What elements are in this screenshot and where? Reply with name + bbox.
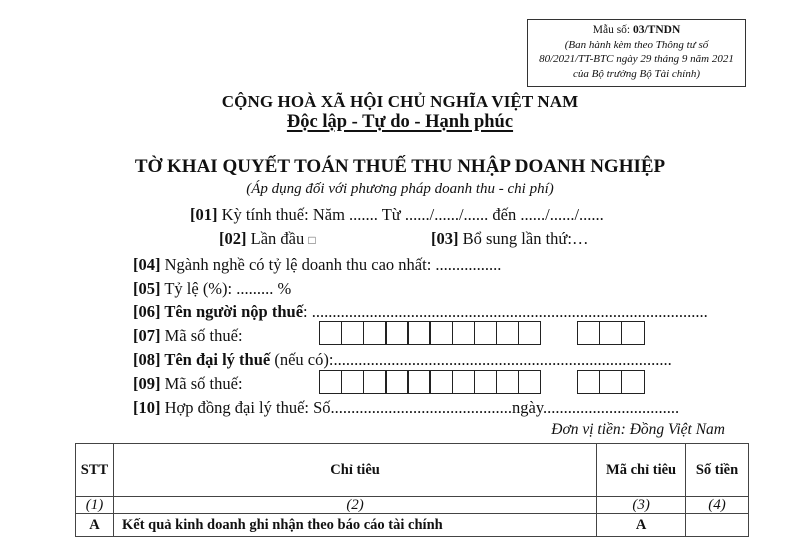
- currency-unit-note: Đơn vị tiền: Đồng Việt Nam: [551, 421, 725, 438]
- digit-box[interactable]: [429, 370, 452, 394]
- form-title: TỜ KHAI QUYẾT TOÁN THUẾ THU NHẬP DOANH NGHIỆP: [134, 156, 666, 177]
- tax-code-boxes-branch[interactable]: [577, 321, 645, 345]
- digit-box[interactable]: [518, 321, 541, 345]
- row-amount[interactable]: [686, 514, 749, 537]
- digit-box[interactable]: [496, 321, 519, 345]
- col-number-1: (1): [76, 497, 114, 514]
- agent-tax-code-boxes-main[interactable]: [319, 370, 541, 394]
- digit-box[interactable]: [621, 321, 644, 345]
- header-amount: Số tiền: [686, 444, 749, 497]
- field-label: Tên đại lý thuế: [160, 350, 271, 369]
- field-code: [08]: [133, 350, 161, 369]
- col-number-2: (2): [113, 497, 596, 514]
- checkbox-icon[interactable]: □: [308, 233, 316, 247]
- field-code: [05]: [133, 279, 161, 298]
- motto-text: Độc lập - Tự do - Hạnh phúc: [286, 112, 514, 132]
- header-stt: STT: [76, 444, 114, 497]
- field-text: Mã số thuế:: [160, 326, 243, 345]
- digit-box[interactable]: [363, 370, 386, 394]
- field-text: Ngành nghề có tỷ lệ doanh thu cao nhất: ................: [160, 255, 502, 274]
- declaration-table: [75, 443, 749, 537]
- field-code: [10]: [133, 398, 161, 417]
- field-09-agent-tax-code-label: [133, 374, 243, 394]
- field-text: Lần đầu: [246, 229, 309, 248]
- field-05-ratio[interactable]: [133, 279, 291, 299]
- field-code: [06]: [133, 302, 161, 321]
- field-text: (nếu có):..................................................................................: [270, 350, 672, 369]
- field-text: Kỳ tính thuế: Năm ....... Từ ....../....../...... đến ....../....../......: [217, 205, 604, 224]
- field-text: : ................................................................................................: [303, 302, 708, 321]
- row-label: Kết quả kinh doanh ghi nhận theo báo cáo tài chính: [113, 514, 596, 537]
- form-subtitle: (Áp dụng đối với phương pháp doanh thu - chi phí): [246, 181, 554, 197]
- table-header-row: [76, 444, 749, 497]
- digit-box[interactable]: [407, 321, 430, 345]
- field-03-supplement[interactable]: [431, 229, 588, 249]
- digit-box[interactable]: [474, 321, 497, 345]
- digit-box[interactable]: [319, 321, 342, 345]
- field-code: [09]: [133, 374, 161, 393]
- digit-box[interactable]: [577, 370, 600, 394]
- col-number-3: (3): [597, 497, 686, 514]
- field-text: Hợp đồng đại lý thuế: Số............................................ngày.................................: [160, 398, 680, 417]
- digit-box[interactable]: [621, 370, 644, 394]
- field-text: Tỷ lệ (%): ......... %: [160, 279, 292, 298]
- digit-box[interactable]: [385, 321, 408, 345]
- table-row: [76, 514, 749, 537]
- field-08-tax-agent-name[interactable]: [133, 350, 672, 370]
- field-text: Mã số thuế:: [160, 374, 243, 393]
- table-numbering-row: [76, 497, 749, 514]
- issued-line-3: của Bộ trưởng Bộ Tài chính): [572, 67, 701, 80]
- field-code: [07]: [133, 326, 161, 345]
- field-code: [01]: [190, 205, 218, 224]
- digit-box[interactable]: [341, 321, 364, 345]
- agent-tax-code-boxes-branch[interactable]: [577, 370, 645, 394]
- motto-heading: [0, 112, 800, 133]
- digit-box[interactable]: [385, 370, 408, 394]
- digit-box[interactable]: [407, 370, 430, 394]
- issued-line-2: 80/2021/TT-BTC ngày 29 tháng 9 năm 2021: [539, 53, 734, 65]
- digit-box[interactable]: [577, 321, 600, 345]
- field-code: [02]: [219, 229, 247, 248]
- digit-box[interactable]: [429, 321, 452, 345]
- digit-box[interactable]: [452, 321, 475, 345]
- field-code: [04]: [133, 255, 161, 274]
- row-code: A: [597, 514, 686, 537]
- field-label: Tên người nộp thuế: [160, 302, 304, 321]
- field-06-taxpayer-name[interactable]: [133, 302, 708, 322]
- digit-box[interactable]: [341, 370, 364, 394]
- digit-box[interactable]: [518, 370, 541, 394]
- field-10-agent-contract[interactable]: [133, 398, 679, 418]
- field-text: Bổ sung lần thứ:…: [458, 229, 589, 248]
- digit-box[interactable]: [319, 370, 342, 394]
- digit-box[interactable]: [599, 321, 622, 345]
- field-07-tax-code-label: [133, 326, 243, 346]
- field-code: [03]: [431, 229, 459, 248]
- header-indicator: Chỉ tiêu: [113, 444, 596, 497]
- field-04-industry[interactable]: [133, 255, 501, 275]
- digit-box[interactable]: [363, 321, 386, 345]
- field-01-tax-period[interactable]: [190, 205, 604, 225]
- digit-box[interactable]: [452, 370, 475, 394]
- digit-box[interactable]: [474, 370, 497, 394]
- col-number-4: (4): [686, 497, 749, 514]
- form-number-stamp: [527, 19, 746, 87]
- issued-line-1: (Ban hành kèm theo Thông tư số: [564, 38, 709, 51]
- form-label: Mẫu số:: [592, 24, 633, 36]
- row-stt: A: [76, 514, 114, 537]
- country-heading: CỘNG HOÀ XÃ HỘI CHỦ NGHĨA VIỆT NAM: [221, 92, 579, 111]
- tax-code-boxes-main[interactable]: [319, 321, 541, 345]
- form-number: 03/TNDN: [632, 24, 681, 36]
- digit-box[interactable]: [496, 370, 519, 394]
- header-indicator-code: Mã chỉ tiêu: [597, 444, 686, 497]
- field-02-first-time[interactable]: [219, 229, 316, 249]
- digit-box[interactable]: [599, 370, 622, 394]
